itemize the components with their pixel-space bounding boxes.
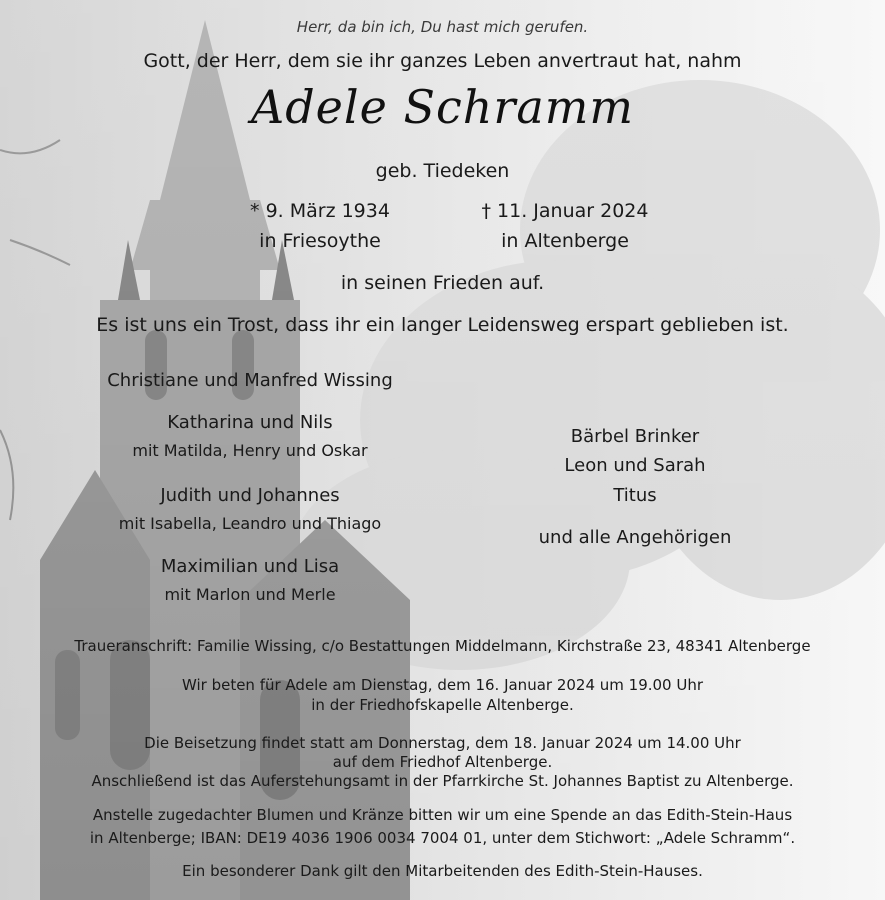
- bible-verse: Herr, da bin ich, Du hast mich gerufen.: [296, 18, 589, 36]
- family-entry-names: Christiane und Manfred Wissing: [107, 370, 393, 391]
- prayer-line-2: in der Friedhofskapelle Altenberge.: [311, 696, 574, 714]
- family-entry-children: mit Matilda, Henry und Oskar: [132, 441, 368, 460]
- family-right-entry: Titus: [613, 485, 657, 506]
- maiden-name: geb. Tiedeken: [375, 160, 510, 182]
- donation-line-1: Anstelle zugedachter Blumen und Kränze bitten wir um eine Spende an das Edith-Stein-Haus: [92, 806, 793, 824]
- thanks-line: Ein besonderer Dank gilt den Mitarbeitenden des Edith-Stein-Hauses.: [182, 862, 703, 880]
- mourning-address: Traueranschrift: Familie Wissing, c/o Bestattungen Middelmann, Kirchstraße 23, 48341 Altenberge: [74, 637, 811, 655]
- trost-line: Es ist uns ein Trost, dass ihr ein langer Leidensweg erspart geblieben ist.: [96, 314, 789, 336]
- burial-line-2: auf dem Friedhof Altenberge.: [332, 753, 553, 771]
- lead-sentence: Gott, der Herr, dem sie ihr ganzes Leben anvertraut hat, nahm: [143, 50, 742, 72]
- burial-line-1: Die Beisetzung findet statt am Donnerstag, dem 18. Januar 2024 um 14.00 Uhr: [144, 734, 741, 752]
- death-date: † 11. Januar 2024: [481, 200, 649, 222]
- family-entry-children: mit Isabella, Leandro und Thiago: [118, 514, 382, 533]
- death-place: in Altenberge: [501, 230, 629, 252]
- family-entry-names: Katharina und Nils: [167, 412, 333, 433]
- family-right-entry: Leon und Sarah: [564, 455, 706, 476]
- burial-line-3: Anschließend ist das Auferstehungsamt in der Pfarrkirche St. Johannes Baptist zu Altenberge.: [91, 772, 794, 790]
- birth-place: in Friesoythe: [259, 230, 381, 252]
- family-entry-children: mit Marlon und Merle: [164, 585, 336, 604]
- family-right-entry: Bärbel Brinker: [570, 426, 700, 447]
- family-right-entry: und alle Angehörigen: [538, 527, 732, 548]
- deceased-name: Adele Schramm: [251, 80, 634, 134]
- family-entry-names: Maximilian und Lisa: [160, 556, 340, 577]
- birth-date: * 9. März 1934: [250, 200, 390, 222]
- family-entry-names: Judith und Johannes: [160, 485, 340, 506]
- donation-line-2: in Altenberge; IBAN: DE19 4036 1906 0034 7004 01, unter dem Stichwort: „Adele Schramm“.: [89, 829, 796, 847]
- frieden-line: in seinen Frieden auf.: [340, 272, 545, 294]
- prayer-line-1: Wir beten für Adele am Dienstag, dem 16. Januar 2024 um 19.00 Uhr: [181, 676, 704, 694]
